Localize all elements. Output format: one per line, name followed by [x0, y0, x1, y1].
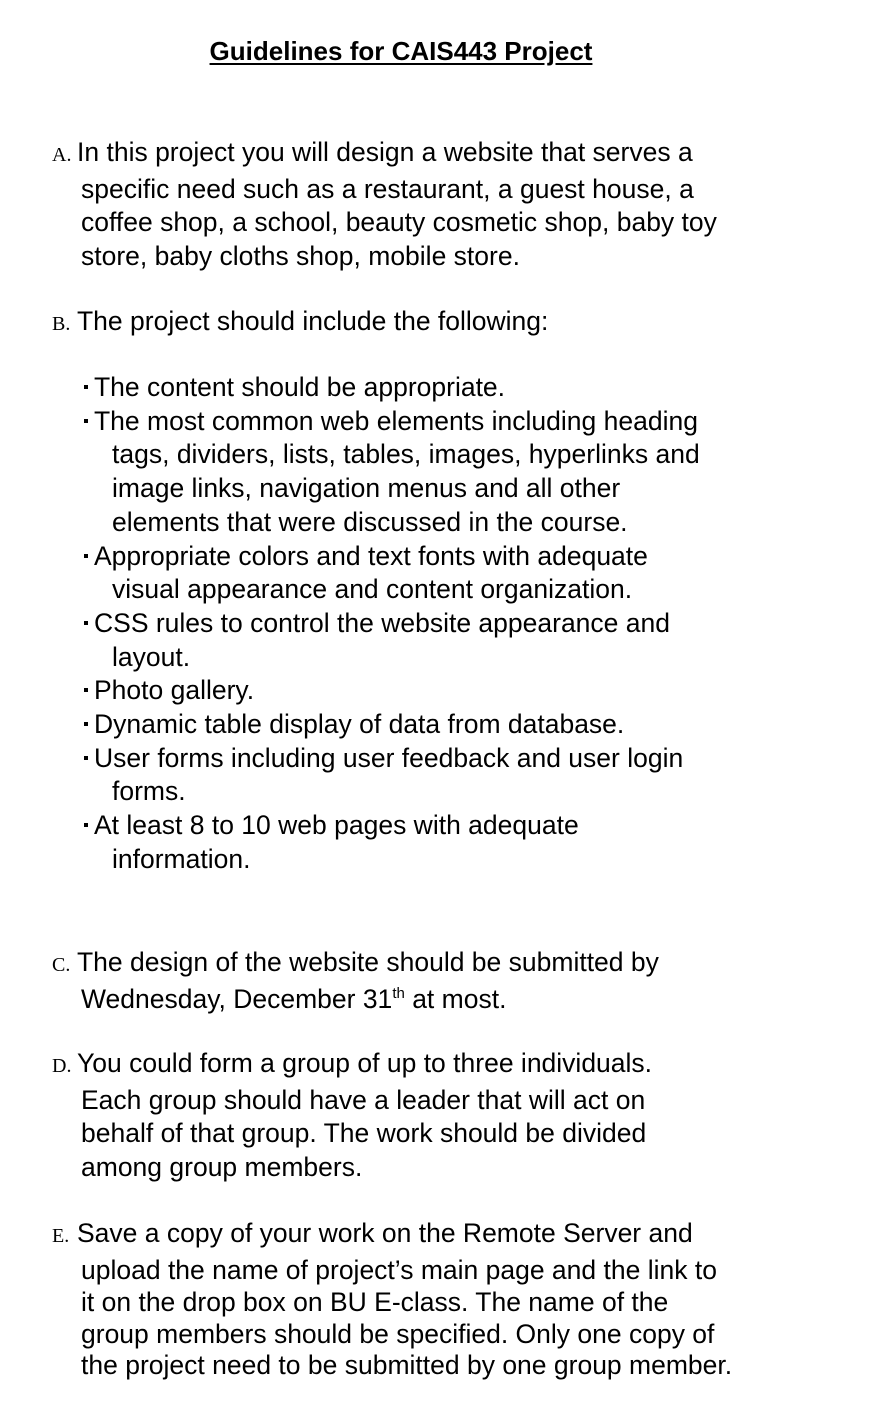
- section-a-line-1: A. In this project you will design a website that serves a: [52, 136, 842, 173]
- section-a-line-2: specific need such as a restaurant, a guest house, a: [81, 173, 694, 204]
- bullet-icon: [84, 823, 88, 827]
- section-d-marker: D.: [52, 1055, 72, 1077]
- section-d-line-2: Each group should have a leader that will act on: [81, 1084, 646, 1115]
- list-item: CSS rules to control the website appearance and layout.: [82, 607, 842, 674]
- list-item: Dynamic table display of data from database.: [82, 708, 842, 742]
- list-item: User forms including user feedback and user login forms.: [82, 742, 842, 809]
- section-e: [52, 1216, 842, 1382]
- list-item: The most common web elements including heading tags, dividers, lists, tables, images, hyperlinks and image links, navigation menus and all other elements that were discussed in the course.: [82, 405, 842, 540]
- section-c-line-2: Wednesday, December 31th at most.: [81, 983, 507, 1014]
- section-b: [52, 305, 842, 342]
- section-c-marker: C.: [52, 954, 71, 976]
- bullet-icon: [84, 621, 88, 625]
- list-item: The content should be appropriate.: [82, 371, 842, 405]
- page-title: Guidelines for CAIS443 Project: [209, 36, 593, 66]
- section-e-line-4: group members should be specified. Only one copy of: [81, 1318, 715, 1349]
- section-c-line-1: C. The design of the website should be submitted by: [52, 946, 842, 983]
- section-d-line-3: behalf of that group. The work should be divided: [81, 1118, 647, 1149]
- list-item: Appropriate colors and text fonts with adequate visual appearance and content organization.: [82, 540, 842, 607]
- section-a-line-3: coffee shop, a school, beauty cosmetic shop, baby toy: [81, 207, 717, 238]
- section-d-line-1: D. You could form a group of up to three individuals.: [52, 1047, 842, 1084]
- section-e-line-3: it on the drop box on BU E-class. The name of the: [81, 1287, 669, 1317]
- section-d-line-4: among group members.: [81, 1152, 363, 1183]
- section-b-marker: B.: [52, 313, 71, 335]
- section-a: [52, 136, 842, 274]
- requirements-list: [82, 371, 842, 877]
- list-item: Photo gallery.: [82, 674, 842, 708]
- section-e-line-5: the project need to be submitted by one group member.: [81, 1350, 733, 1380]
- section-a-line-4: store, baby cloths shop, mobile store.: [81, 241, 520, 272]
- list-item: At least 8 to 10 web pages with adequate information.: [82, 809, 842, 876]
- section-a-marker: A.: [52, 144, 72, 166]
- bullet-icon: [84, 756, 88, 760]
- section-e-line-2: upload the name of project’s main page and the link to: [81, 1255, 717, 1285]
- bullet-icon: [84, 688, 88, 692]
- section-b-line-1: B. The project should include the following:: [52, 305, 842, 342]
- section-c: [52, 946, 842, 1016]
- bullet-icon: [84, 419, 88, 423]
- bullet-icon: [84, 554, 88, 558]
- bullet-icon: [84, 385, 88, 389]
- bullet-icon: [84, 722, 88, 726]
- section-e-line-1: E. Save a copy of your work on the Remote Server and: [52, 1216, 842, 1253]
- section-e-marker: E.: [52, 1225, 70, 1247]
- section-d: [52, 1047, 842, 1185]
